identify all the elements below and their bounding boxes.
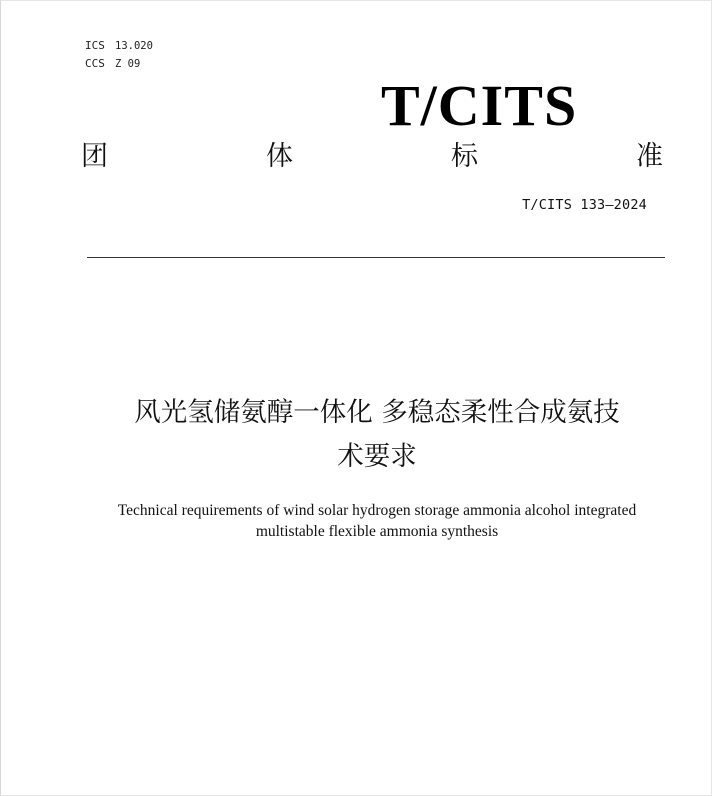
english-title-line-1: Technical requirements of wind solar hydrogen storage ammonia alcohol integrated	[117, 502, 637, 519]
standard-type-heading	[81, 139, 663, 175]
ccs-value: Z 09	[115, 58, 141, 70]
classification-codes	[85, 37, 153, 73]
chinese-title-line-1: 风光氢储氨醇一体化 多稳态柔性合成氨技	[134, 397, 620, 428]
standard-type-char: 标	[451, 141, 478, 172]
english-title	[61, 500, 693, 542]
chinese-title-line-2: 术要求	[337, 441, 417, 472]
ics-value: 13.020	[115, 40, 153, 52]
standard-type-char: 准	[636, 141, 663, 172]
ccs-label: CCS	[85, 57, 105, 70]
standard-type-char: 团	[81, 141, 108, 172]
standard-type-char: 体	[266, 141, 293, 172]
ics-row	[85, 37, 153, 55]
standard-number: T/CITS 133—2024	[522, 197, 647, 213]
english-title-line-2: multistable flexible ammonia synthesis	[255, 523, 499, 540]
chinese-title	[77, 391, 677, 479]
ccs-row	[85, 55, 153, 73]
org-logo-text: T/CITS	[381, 73, 578, 138]
ics-label: ICS	[85, 39, 105, 52]
header-divider	[87, 257, 665, 258]
